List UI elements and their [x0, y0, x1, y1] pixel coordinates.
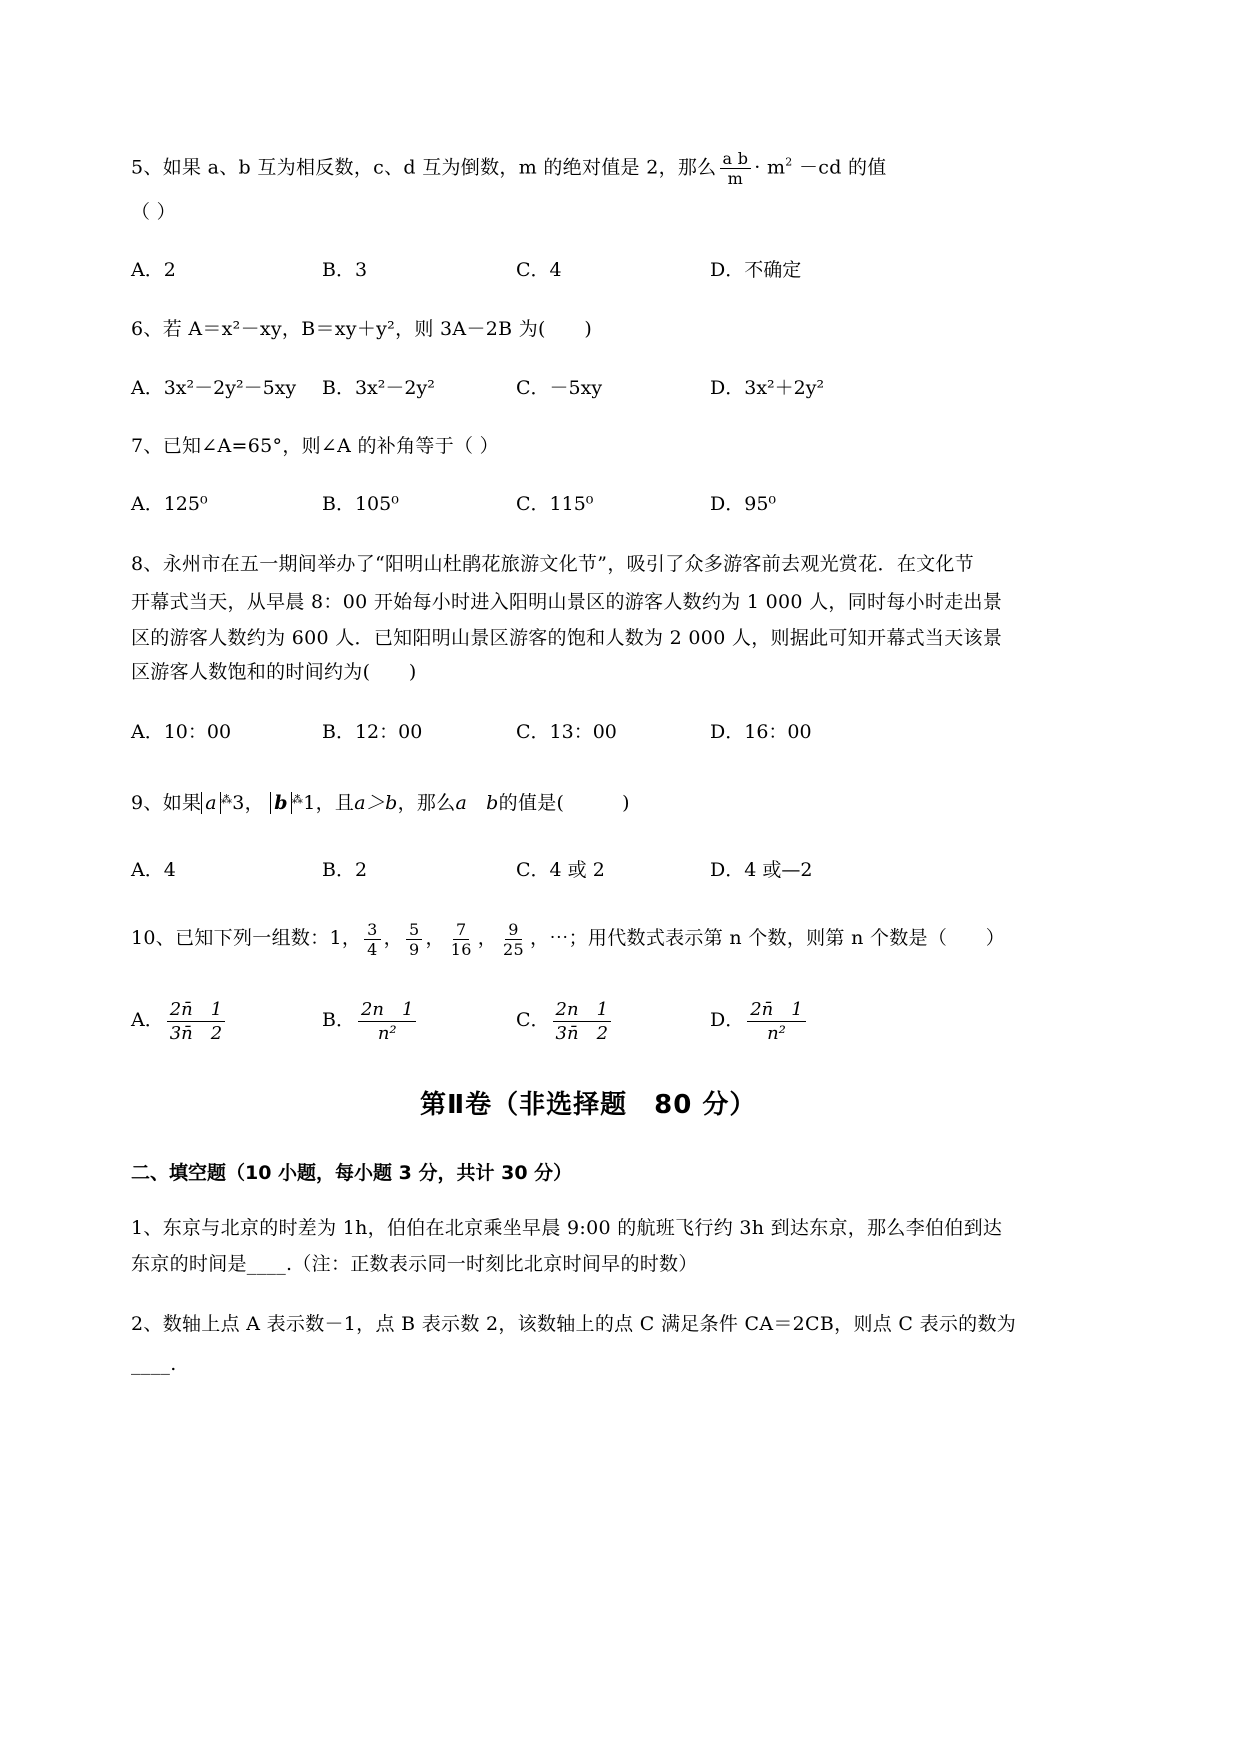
q10-option-b-label: B．: [322, 1009, 355, 1031]
q10-frac-4-num: 9: [505, 921, 521, 940]
fill-1-line-1: 1、东京与北京的时差为 1h，伯伯在北京乘坐早晨 9:00 的航班飞行约 3h 到达东京，那么李伯伯到达: [131, 1217, 1003, 1239]
q8-line-4: 区游客人数饱和的时间约为( ): [131, 661, 417, 683]
q10-option-c-num-1: 2n: [555, 998, 579, 1020]
fill-2-line-1: 2、数轴上点 A 表示数－1，点 B 表示数 2，该数轴上的点 C 满足条件 CA＝2CB，则点 C 表示的数为: [131, 1313, 1017, 1335]
q9-suffix: 的值是( ): [498, 792, 630, 814]
q10-option-c-den-1: 3n̄: [555, 1022, 579, 1044]
q8-option-c: C．13：00: [516, 721, 617, 743]
q8-line-3: 区的游客人数约为 600 人．已知阳明山景区游客的饱和人数为 2 000 人，则据此可知开幕式当天该景: [131, 627, 1003, 649]
q10-option-d-num-1: 2n̄: [750, 998, 774, 1020]
q10-frac-4: [500, 921, 527, 958]
q8-line-2: 开幕式当天，从早晨 8：00 开始每小时进入阳明山景区的游客人数约为 1 000 人，同时每小时走出景: [131, 591, 1003, 613]
q9-option-a: A．4: [131, 859, 176, 881]
q10-option-a-den-2: 2: [210, 1022, 223, 1044]
q10-frac-1-den: 4: [367, 939, 378, 959]
q5-paren: （ ）: [131, 201, 176, 223]
q10-option-c-frac: [553, 999, 612, 1044]
q6-option-a: A．3x²－2y²－5xy: [131, 377, 297, 399]
section-title: 第Ⅱ卷（非选择题 80 分）: [420, 1090, 757, 1120]
q5-frac-den: m: [727, 169, 744, 188]
q10-option-d-num-2: 1: [791, 998, 803, 1020]
q8-line-1: 8、永州市在五一期间举办了“阳明山杜鹃花旅游文化节”，吸引了众多游客前去观光赏花．在文化节: [131, 553, 975, 575]
section-subtitle: 二、填空题（10 小题，每小题 3 分，共计 30 分）: [131, 1162, 573, 1184]
q10-frac-1-num: 3: [364, 921, 380, 940]
q10-option-b: [322, 996, 419, 1044]
q5-text-after: m: [766, 156, 786, 179]
q10-option-a-frac: [167, 999, 226, 1044]
q5-sup: 2: [785, 155, 793, 169]
q10-option-b-den: [375, 1022, 400, 1044]
q9-prefix: 9、如果: [131, 792, 202, 814]
q10-option-d: [710, 996, 809, 1044]
q10-option-c-num-2: 1: [596, 998, 609, 1020]
q10-stem: 10、已知下列一组数：1， $\frac{3}{4}$ ， $\frac{5}{9}$ ， $\frac{7}{16}$ ， $\frac{9}{25}$ ，⋯；用代数式表示第 n 个数，则第 n 个数是（ ）: [131, 919, 1006, 959]
q9-mid: ，那么: [397, 792, 456, 814]
q10-option-b-den-1: n²: [377, 1022, 397, 1044]
q10-option-c-label: C．: [516, 1009, 550, 1031]
q10-frac-2-den: 9: [408, 939, 420, 959]
q10-option-a-num-1: 2n̄: [169, 998, 193, 1020]
q10-frac-3-num: 7: [453, 921, 469, 940]
q9-abs-b: b: [270, 792, 292, 814]
q10-suffix: ，⋯；用代数式表示第 n 个数，则第 n 个数是（ ）: [530, 927, 1006, 949]
q10-option-d-frac: [747, 999, 806, 1044]
q5-option-c: C．4: [516, 259, 562, 281]
q10-option-d-label: D．: [710, 1009, 745, 1031]
q10-frac-4-den: 25: [503, 939, 525, 959]
q10-option-c-den-2: 2: [596, 1022, 609, 1044]
q10-option-a-label: A．: [131, 1009, 164, 1031]
q10-frac-3: [448, 921, 475, 958]
q10-option-d-den-1: n²: [767, 1022, 786, 1044]
q8-option-a: A．10：00: [131, 721, 232, 743]
q10-option-a-den-1: 3n̄: [169, 1022, 193, 1044]
fill-1-line-2: 东京的时间是____.（注：正数表示同一时刻比北京时间早的时数）: [131, 1253, 698, 1275]
q10-option-b-frac: [358, 999, 417, 1044]
q10-option-d-den: [764, 1022, 789, 1044]
q5-text: 5、如果 a、b 互为相反数，c、d 互为倒数，m 的绝对值是 2，那么: [131, 156, 717, 179]
q5-option-d: D．不确定: [710, 259, 802, 281]
q7-option-c: C．115⁰: [516, 493, 594, 515]
q5-stem: [131, 150, 887, 187]
q9-option-b: B．2: [322, 859, 368, 881]
q7-option-b: B．105⁰: [322, 493, 399, 515]
fill-2-line-2: ____.: [131, 1353, 177, 1375]
q7-option-d: D．95⁰: [710, 493, 777, 515]
q9-val-b: 1，且: [303, 792, 355, 814]
q8-option-d: D．16：00: [710, 721, 812, 743]
q5-frac-num: a b: [720, 150, 752, 169]
q5-option-b: B．3: [322, 259, 368, 281]
q9-expr-a: a: [455, 792, 468, 814]
q10-option-d-num: [747, 999, 806, 1022]
q10-option-c: [516, 996, 614, 1044]
q5-fraction: [720, 150, 752, 187]
q10-option-c-num: [553, 999, 612, 1022]
q6-option-d: D．3x²＋2y²: [710, 377, 825, 399]
q6-stem: 6、若 A＝x²－xy，B＝xy＋y²，则 3A－2B 为( ): [131, 318, 593, 340]
q10-frac-1: [364, 921, 380, 958]
q9-expr-b: b: [486, 792, 499, 814]
q9-option-c: C．4 或 2: [516, 859, 605, 881]
q10-option-b-num-2: 1: [402, 998, 414, 1020]
q10-option-a: [131, 996, 228, 1044]
q5-option-a: A．2: [131, 259, 176, 281]
q10-option-a-den: [167, 1022, 226, 1044]
q9-abs-a: a: [201, 792, 221, 814]
q7-option-a: A．125⁰: [131, 493, 208, 515]
q9-stem: [131, 788, 630, 815]
q10-frac-2: [406, 921, 422, 958]
q10-prefix: 10、已知下列一组数：1，: [131, 927, 362, 949]
q9-glyph-b: ⁂: [291, 793, 304, 806]
q10-option-b-num-1: 2n: [360, 998, 385, 1020]
q9-glyph-a: ⁂: [220, 793, 233, 806]
q6-option-b: B．3x²－2y²: [322, 377, 435, 399]
q10-frac-2-num: 5: [406, 921, 422, 940]
q9-option-d: D．4 或—2: [710, 859, 813, 881]
q6-option-c: C．－5xy: [516, 377, 603, 399]
q10-option-b-num: [358, 999, 417, 1022]
q10-option-a-num: [167, 999, 226, 1022]
q10-option-a-num-2: 1: [210, 998, 223, 1020]
q5-text-end: －cd 的值: [798, 156, 887, 179]
q8-option-b: B．12：00: [322, 721, 423, 743]
q10-option-c-den: [553, 1022, 612, 1044]
q10-frac-3-den: 16: [450, 939, 472, 959]
q5-frac-tail: ·: [754, 156, 761, 179]
q7-stem: 7、已知∠A=65°，则∠A 的补角等于（ ）: [131, 435, 499, 457]
q9-val-a: 3，: [232, 792, 264, 814]
q9-cond: a＞b: [354, 792, 398, 814]
